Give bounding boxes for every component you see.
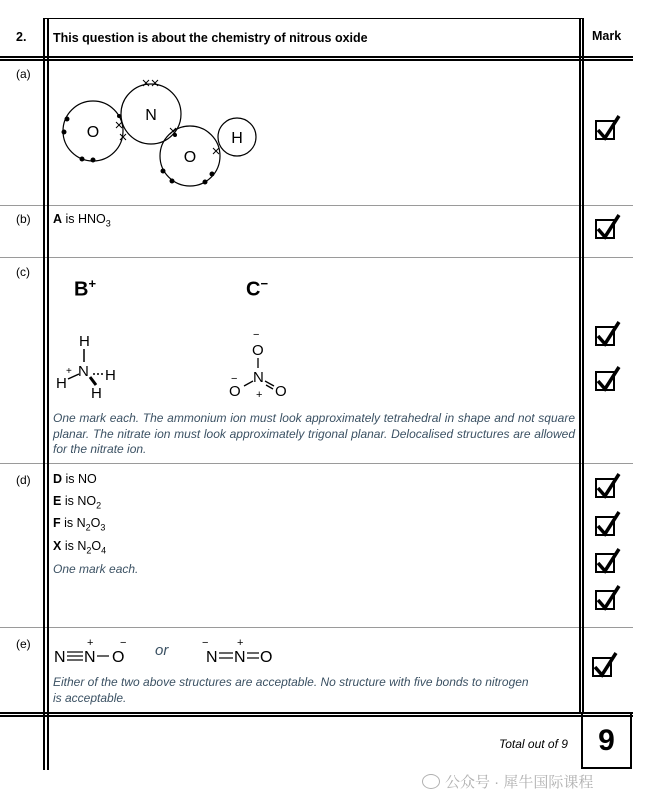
answer-x-mid: O (91, 539, 102, 553)
part-b-compound-letter: A (53, 212, 63, 226)
species-c: C (246, 278, 261, 301)
answer-e-sub: 2 (96, 500, 102, 511)
ammonium-structure (52, 330, 132, 402)
svg-text:O: O (252, 342, 264, 359)
answer-d-letter: D (53, 472, 63, 486)
part-b-answer (53, 212, 111, 229)
atom-h: H (231, 130, 243, 147)
header-divider-2 (0, 59, 633, 61)
svg-text:N: N (234, 649, 246, 666)
svg-text:N: N (206, 649, 218, 666)
col-divider-left-2 (47, 18, 49, 770)
part-c-note: One mark each. The ammonium ion must look approximately tetrahedral in shape and not square planar. The nitrate ion must look approximately trigonal planar. Delocalised structures are allowed for the nitrate ion. (53, 411, 575, 456)
species-b-label (74, 276, 96, 302)
part-b-answer-text: is HNO (62, 212, 106, 226)
answer-f-text: is N (60, 516, 86, 530)
mark-c-2 (595, 371, 615, 391)
answer-x-text: is N (61, 539, 87, 553)
svg-text:+: + (237, 637, 244, 649)
species-b-charge: + (88, 276, 97, 291)
total-score: 9 (598, 723, 615, 757)
part-d-answer-d (53, 472, 97, 486)
row-divider-ab (0, 205, 633, 206)
mark-b-1 (595, 219, 615, 239)
col-divider-mark-2 (582, 18, 584, 713)
mark-c-1 (595, 326, 615, 346)
mark-d-2 (595, 516, 615, 536)
svg-text:−: − (120, 637, 127, 649)
answer-x-sub1: 2 (86, 545, 92, 556)
mark-a-1 (595, 120, 615, 140)
svg-text:N: N (78, 363, 89, 380)
svg-text:H: H (105, 367, 116, 384)
question-number: 2. (16, 30, 27, 44)
svg-text:H: H (79, 333, 90, 350)
svg-text:N: N (54, 649, 66, 666)
or-text: or (155, 642, 169, 659)
total-score-box (581, 712, 632, 769)
part-c-label: (c) (16, 265, 30, 279)
svg-text:−: − (231, 373, 238, 385)
answer-x-letter: X (53, 539, 62, 553)
svg-text:O: O (260, 649, 273, 666)
footer-divider-2 (0, 715, 633, 717)
atom-n: N (145, 107, 157, 124)
svg-text:O: O (112, 649, 125, 666)
total-label: Total out of 9 (499, 737, 568, 751)
answer-f-letter: F (53, 516, 61, 530)
wechat-icon (422, 774, 440, 789)
part-b-subscript: 3 (105, 218, 111, 229)
svg-text:−: − (253, 330, 260, 341)
n2o-structure-1 (54, 634, 134, 670)
part-e-note: Either of the two above structures are acceptable. No structure with five bonds to nitrogen is acceptable. (53, 675, 529, 705)
answer-f-mid: O (90, 516, 101, 530)
svg-text:O: O (275, 383, 287, 400)
part-d-label: (d) (16, 473, 31, 487)
svg-text:N: N (84, 649, 96, 666)
svg-text:H: H (56, 375, 67, 392)
part-d-note: One mark each. (53, 562, 139, 576)
part-d-answer-x (53, 539, 106, 556)
species-b: B (74, 278, 89, 301)
mark-column-header: Mark (592, 29, 622, 43)
answer-d-text: is NO (62, 472, 97, 486)
part-a-label: (a) (16, 67, 31, 81)
mark-d-3 (595, 553, 615, 573)
col-divider-mark (579, 18, 581, 713)
svg-text:H: H (91, 385, 102, 402)
svg-text:O: O (229, 383, 241, 400)
col-divider-left (43, 18, 45, 770)
watermark (422, 771, 593, 792)
svg-text:+: + (66, 366, 72, 377)
footer-divider (0, 712, 633, 714)
answer-e-letter: E (53, 494, 62, 508)
part-b-label: (b) (16, 212, 31, 226)
svg-text:+: + (256, 389, 263, 401)
part-e-label: (e) (16, 637, 31, 651)
part-d-answer-f (53, 516, 105, 533)
row-divider-cd (0, 463, 633, 464)
watermark-text: 公众号 · 犀牛国际课程 (445, 774, 594, 791)
svg-text:N: N (253, 369, 264, 386)
svg-text:+: + (87, 637, 94, 649)
mark-e-1 (592, 657, 612, 677)
n2o-structure-2 (200, 634, 280, 670)
row-divider-bc (0, 257, 633, 258)
answer-f-sub1: 2 (85, 522, 91, 533)
answer-x-sub2: 4 (101, 545, 107, 556)
part-d-answer-e (53, 494, 101, 511)
dot-cross-diagram (55, 76, 265, 191)
row-divider-de (0, 627, 633, 628)
species-c-label (246, 276, 268, 302)
mark-d-1 (595, 478, 615, 498)
atom-o-left: O (86, 124, 100, 141)
answer-f-sub2: 3 (100, 522, 106, 533)
header-divider (0, 56, 633, 58)
table-top-border (45, 18, 582, 19)
species-c-charge: − (260, 276, 269, 291)
svg-text:−: − (202, 637, 209, 649)
atom-o-right: O (183, 149, 197, 166)
mark-d-4 (595, 590, 615, 610)
nitrate-structure (225, 330, 295, 402)
answer-e-text: is NO (61, 494, 97, 508)
question-title: This question is about the chemistry of nitrous oxide (53, 31, 368, 45)
